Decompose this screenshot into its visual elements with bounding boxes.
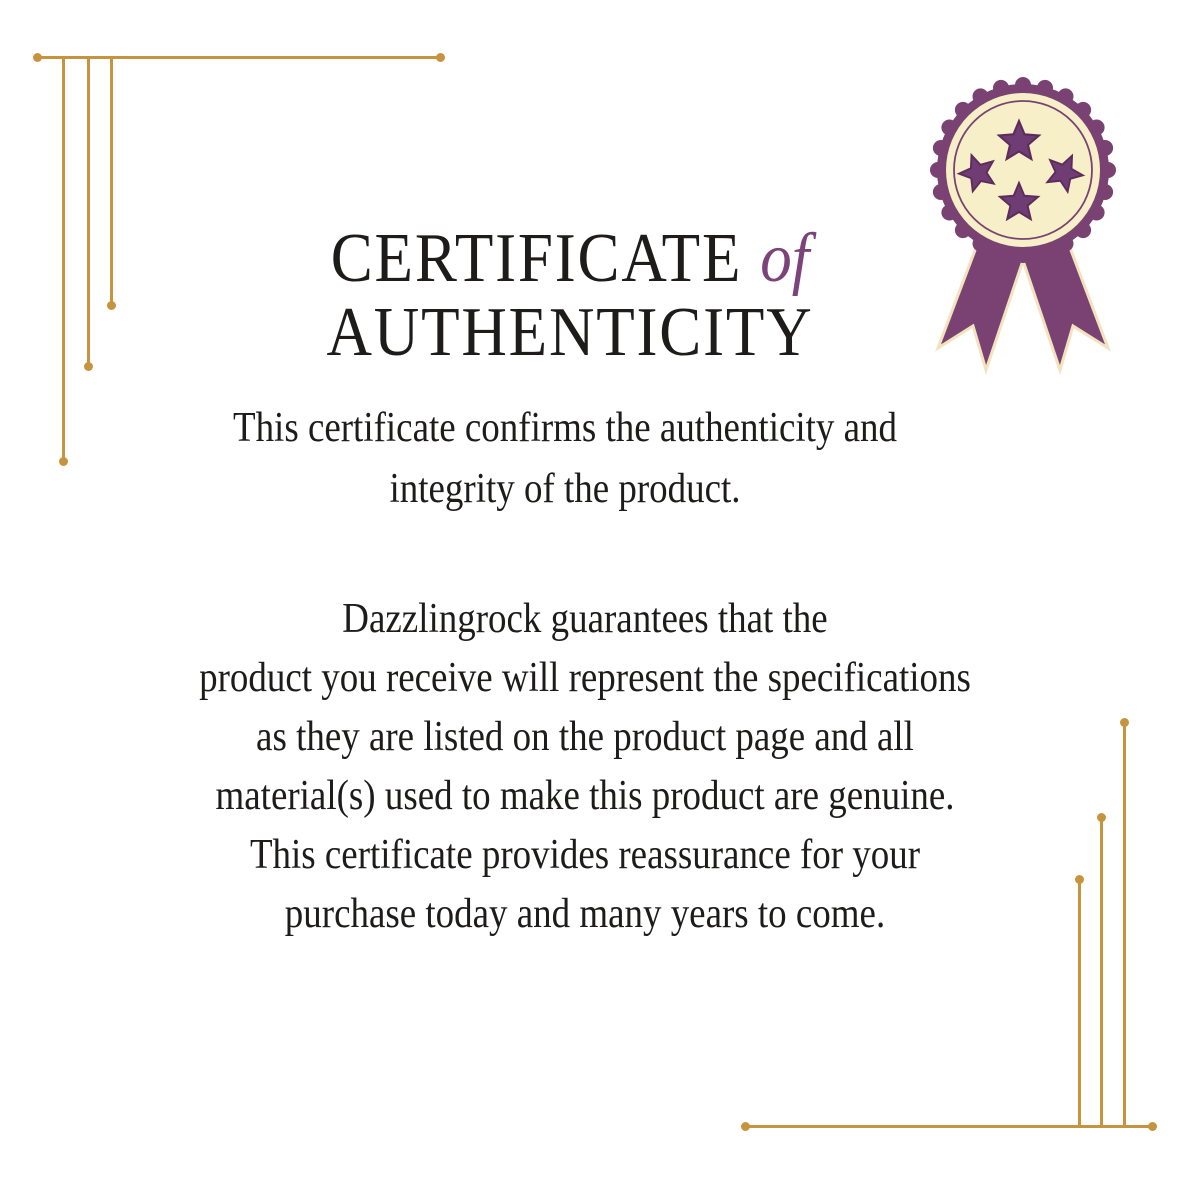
- subtitle-line: integrity of the product.: [389, 466, 741, 512]
- body-line: as they are listed on the product page and all: [256, 714, 914, 760]
- certificate-body: [70, 590, 1100, 944]
- gold-dot: [741, 1122, 750, 1131]
- gold-line-horizontal: [746, 1125, 1153, 1128]
- title-line-1: [57, 222, 1083, 296]
- title-line-2: AUTHENTICITY: [326, 294, 814, 371]
- gold-line-vertical: [1100, 818, 1103, 1125]
- body-line: product you receive will represent the specifications: [199, 655, 971, 701]
- gold-dot: [33, 53, 42, 62]
- gold-line-horizontal: [37, 56, 441, 59]
- gold-dot: [1120, 718, 1129, 727]
- body-line: purchase today and many years to come.: [284, 891, 886, 937]
- gold-dot: [59, 457, 68, 466]
- body-line: material(s) used to make this product are genuine.: [215, 773, 955, 819]
- title-word-of: of: [760, 220, 810, 297]
- title-word-certificate: CERTIFICATE: [330, 220, 743, 297]
- gold-dot: [436, 53, 445, 62]
- subtitle-line: This certificate confirms the authenticity and: [232, 405, 897, 451]
- certificate-subtitle: [68, 398, 1062, 520]
- certificate-title: [57, 222, 1083, 370]
- body-line: This certificate provides reassurance for your: [249, 832, 921, 878]
- body-line: Dazzlingrock guarantees that the: [342, 596, 828, 642]
- gold-line-vertical: [1123, 723, 1126, 1125]
- gold-dot: [1148, 1122, 1157, 1131]
